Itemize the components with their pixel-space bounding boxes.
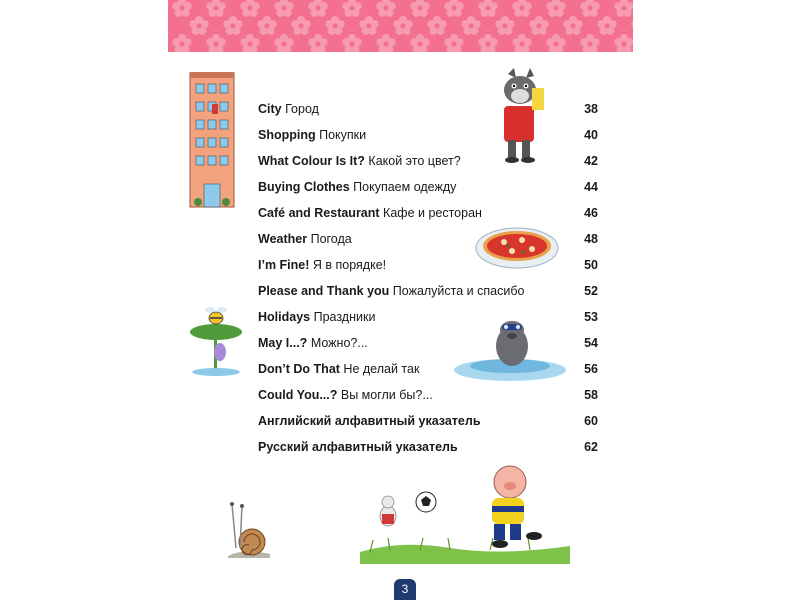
toc-entry — [258, 304, 598, 330]
toc-entry — [258, 148, 598, 174]
toc-title-en: Weather — [258, 232, 308, 246]
toc-page-number: 56 — [584, 362, 598, 376]
flower-pattern — [168, 0, 633, 52]
toc-page-number: 53 — [584, 310, 598, 324]
toc-title-en: City — [258, 102, 282, 116]
toc-page-number: 58 — [584, 388, 598, 402]
toc-title-ru: Английский алфавитный указатель — [258, 414, 481, 428]
toc-title-ru: Погода — [310, 232, 352, 246]
toc-entry — [258, 174, 598, 200]
toc-title-ru: Покупаем одежду — [353, 180, 457, 194]
toc-title-en: Could You...? — [258, 388, 338, 402]
toc-page-number: 40 — [584, 128, 598, 142]
toc-entry — [258, 434, 598, 460]
toc-entry — [258, 200, 598, 226]
toc-entry — [258, 382, 598, 408]
toc-title-en: Please and Thank you — [258, 284, 390, 298]
page-number: 3 — [394, 579, 416, 600]
toc-title-ru: Я в порядке! — [312, 258, 387, 272]
toc-title-en: Shopping — [258, 128, 316, 142]
toc-title-ru: Не делай так — [343, 362, 420, 376]
toc-title-ru: Вы могли бы?... — [340, 388, 433, 402]
toc-title-en: What Colour Is It? — [258, 154, 365, 168]
toc-title-ru: Покупки — [319, 128, 367, 142]
toc-title-en: Café and Restaurant — [258, 206, 380, 220]
toc-title-ru: Город — [285, 102, 319, 116]
toc-page-number: 60 — [584, 414, 598, 428]
toc-title-ru: Какой это цвет? — [368, 154, 461, 168]
toc-title-en: I’m Fine! — [258, 258, 310, 272]
football-scene-illustration — [360, 452, 570, 564]
toc-page-number: 54 — [584, 336, 598, 350]
book-page — [168, 0, 633, 600]
toc-title-ru: Пожалуйста и спасибо — [392, 284, 525, 298]
toc-entry — [258, 226, 598, 252]
toc-title-ru: Можно?... — [310, 336, 368, 350]
toc-entry — [258, 96, 598, 122]
table-of-contents — [258, 96, 598, 460]
toc-entry — [258, 356, 598, 382]
snail-illustration — [224, 498, 274, 560]
toc-entry — [258, 278, 598, 304]
toc-title-en: May I...? — [258, 336, 308, 350]
header-flower-band — [168, 0, 633, 52]
toc-page-number: 62 — [584, 440, 598, 454]
toc-title-en: Buying Clothes — [258, 180, 350, 194]
toc-page-number: 46 — [584, 206, 598, 220]
toc-title-en: Holidays — [258, 310, 311, 324]
toc-title-ru: Праздники — [313, 310, 376, 324]
toc-page-number: 42 — [584, 154, 598, 168]
toc-entry — [258, 330, 598, 356]
toc-page-number: 52 — [584, 284, 598, 298]
toc-entry — [258, 408, 598, 434]
building-illustration — [186, 72, 250, 212]
toc-entry — [258, 252, 598, 278]
toc-page-number: 38 — [584, 102, 598, 116]
toc-page-number: 48 — [584, 232, 598, 246]
toc-title-en: Don’t Do That — [258, 362, 340, 376]
toc-entry — [258, 122, 598, 148]
toc-title-ru: Кафе и ресторан — [383, 206, 482, 220]
toc-title-ru: Русский алфавитный указатель — [258, 440, 458, 454]
bee-leaf-illustration — [186, 296, 246, 380]
toc-page-number: 50 — [584, 258, 598, 272]
toc-page-number: 44 — [584, 180, 598, 194]
